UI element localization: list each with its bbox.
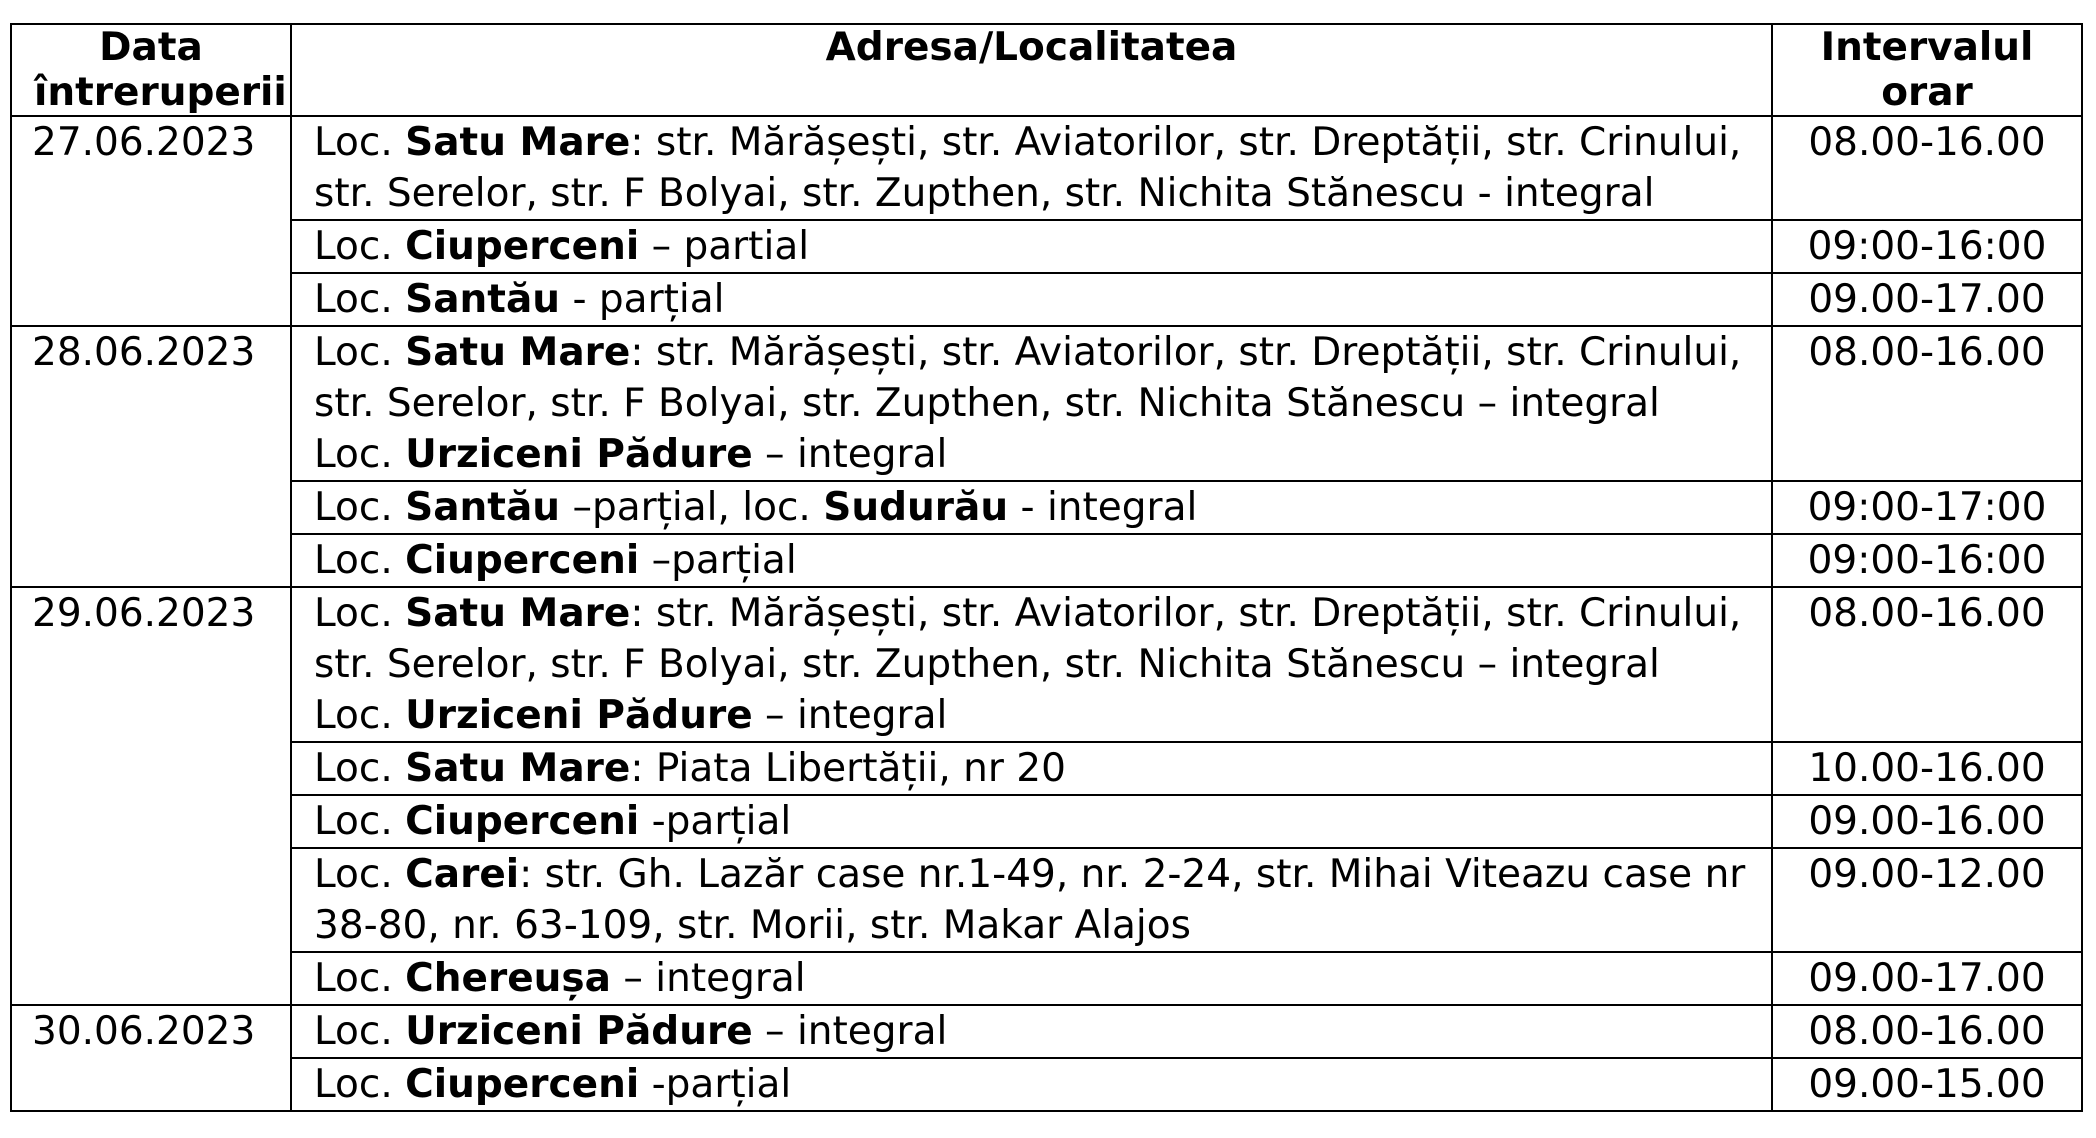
locality-name: Satu Mare [405,120,631,165]
date-cell: 29.06.2023 [11,587,291,1005]
address-text: str. Serelor, str. F Bolyai, str. Zupthen, str. Nichita Stănescu - integral [314,171,1655,216]
address-text: Loc. [314,120,406,165]
address-line [314,743,1749,794]
table-row [11,326,2082,481]
address-line [314,849,1749,900]
header-interval-line1: Intervalul [1820,25,2034,70]
address-text: Loc. [314,799,406,844]
table-row [11,273,2082,326]
address-line [314,274,1749,325]
address-cell [291,952,1772,1005]
address-cell [291,1005,1772,1058]
address-cell [291,795,1772,848]
locality-name: Urziceni Pădure [405,432,753,477]
table-row [11,1058,2082,1111]
address-text: 38-80, nr. 63-109, str. Morii, str. Makar Alajos [314,903,1191,948]
address-text: – integral [752,693,948,738]
locality-name: Chereușa [405,956,611,1001]
address-text: str. Serelor, str. F Bolyai, str. Zupthen, str. Nichita Stănescu – integral [314,381,1660,426]
header-date-line1: Data [99,25,203,70]
locality-name: Sudurău [823,485,1009,530]
interval-cell: 09.00-12.00 [1772,848,2082,952]
locality-name: Ciuperceni [405,538,640,583]
address-text: Loc. [314,330,406,375]
locality-name: Santău [405,485,561,530]
address-cell [291,326,1772,481]
address-text: Loc. [314,956,406,1001]
address-text: Loc. [314,1009,406,1054]
address-text: - integral [1008,485,1198,530]
locality-name: Ciuperceni [405,799,640,844]
interval-cell: 09.00-15.00 [1772,1058,2082,1111]
date-cell: 28.06.2023 [11,326,291,587]
address-cell [291,1058,1772,1111]
address-text: : str. Mărășești, str. Aviatorilor, str. Dreptății, str. Crinului, [630,120,1742,165]
table-row [11,116,2082,220]
locality-name: Ciuperceni [405,224,640,269]
header-address-label: Adresa/Localitatea [825,25,1238,70]
address-line [314,690,1749,741]
address-line [314,117,1749,168]
header-interval [1772,24,2082,116]
interval-cell: 08.00-16.00 [1772,1005,2082,1058]
address-cell [291,742,1772,795]
interval-cell: 09:00-17:00 [1772,481,2082,534]
address-text: : str. Mărășești, str. Aviatorilor, str. Dreptății, str. Crinului, [630,591,1742,636]
locality-name: Urziceni Pădure [405,1009,753,1054]
table-row [11,952,2082,1005]
address-line [314,429,1749,480]
table-row [11,742,2082,795]
interval-cell: 09.00-17.00 [1772,952,2082,1005]
table-row [11,848,2082,952]
address-text: – partial [639,224,810,269]
address-text: Loc. [314,277,406,322]
address-line [314,588,1749,639]
interval-cell: 09:00-16:00 [1772,220,2082,273]
address-text: Loc. [314,432,406,477]
address-line [314,482,1749,533]
interval-cell: 09.00-16.00 [1772,795,2082,848]
address-cell [291,116,1772,220]
interval-cell: 10.00-16.00 [1772,742,2082,795]
table-row [11,220,2082,273]
address-text: str. Serelor, str. F Bolyai, str. Zupthen, str. Nichita Stănescu – integral [314,642,1660,687]
address-text: –parțial, loc. [560,485,824,530]
address-text: Loc. [314,538,406,583]
address-line [314,953,1749,1004]
address-text: Loc. [314,224,406,269]
address-line [314,378,1749,429]
address-text: : str. Gh. Lazăr case nr.1-49, nr. 2-24, str. Mihai Viteazu case nr [519,852,1746,897]
address-line [314,900,1749,951]
interval-cell: 08.00-16.00 [1772,326,2082,481]
locality-name: Carei [405,852,520,897]
locality-name: Satu Mare [405,746,631,791]
locality-name: Satu Mare [405,330,631,375]
address-cell [291,587,1772,742]
table-row [11,795,2082,848]
address-cell [291,848,1772,952]
header-date [11,24,291,116]
table-row [11,587,2082,742]
address-text: Loc. [314,591,406,636]
table-body [11,116,2082,1111]
address-cell [291,534,1772,587]
locality-name: Urziceni Pădure [405,693,753,738]
address-cell [291,273,1772,326]
address-cell [291,220,1772,273]
address-text: Loc. [314,485,406,530]
address-line [314,168,1749,219]
address-text: –parțial [639,538,797,583]
header-interval-line2: orar [1881,70,1973,115]
address-text: Loc. [314,746,406,791]
locality-name: Santău [405,277,561,322]
table-row [11,534,2082,587]
outage-schedule-table [10,23,2083,1112]
interval-cell: 08.00-16.00 [1772,587,2082,742]
locality-name: Ciuperceni [405,1062,640,1107]
address-line [314,327,1749,378]
header-address [291,24,1772,116]
table-row [11,1005,2082,1058]
locality-name: Satu Mare [405,591,631,636]
address-text: – integral [752,1009,948,1054]
address-text: -parțial [639,799,792,844]
interval-cell: 09.00-17.00 [1772,273,2082,326]
address-text: - parțial [560,277,725,322]
address-text: : str. Mărășești, str. Aviatorilor, str. Dreptății, str. Crinului, [630,330,1742,375]
table-row [11,481,2082,534]
address-line [314,796,1749,847]
address-text: – integral [610,956,806,1001]
address-line [314,639,1749,690]
address-text: Loc. [314,693,406,738]
address-text: : Piata Libertății, nr 20 [630,746,1066,791]
address-text: -parțial [639,1062,792,1107]
address-text: – integral [752,432,948,477]
header-date-line2: întreruperii [34,70,287,115]
address-line [314,1006,1749,1057]
address-line [314,1059,1749,1110]
address-text: Loc. [314,852,406,897]
address-line [314,535,1749,586]
interval-cell: 08.00-16.00 [1772,116,2082,220]
address-line [314,221,1749,272]
address-cell [291,481,1772,534]
header-row [11,24,2082,116]
interval-cell: 09:00-16:00 [1772,534,2082,587]
date-cell: 27.06.2023 [11,116,291,326]
date-cell: 30.06.2023 [11,1005,291,1111]
address-text: Loc. [314,1062,406,1107]
